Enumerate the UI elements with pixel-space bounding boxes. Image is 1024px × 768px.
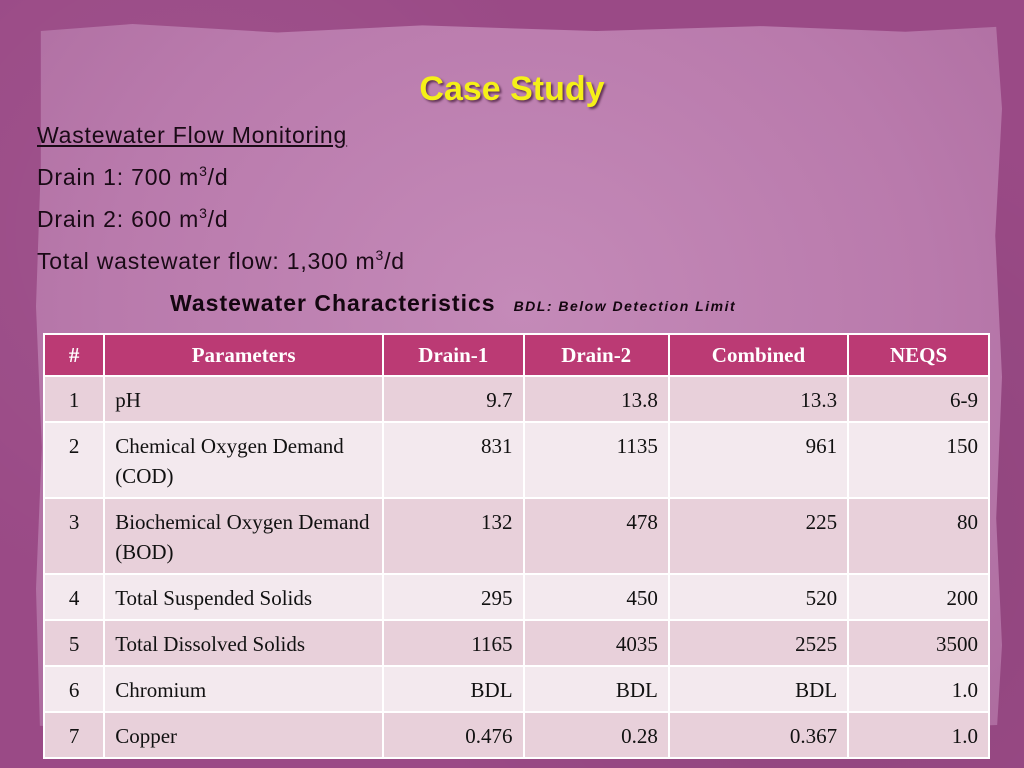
- cell-parameter: Chemical Oxygen Demand (COD): [104, 422, 383, 498]
- cell-drain-2: 0.28: [524, 712, 669, 758]
- cell-drain-1: 295: [383, 574, 523, 620]
- total-flow-text: Total wastewater flow: 1,300 m: [37, 248, 376, 274]
- slide-title: Case Study: [419, 70, 605, 108]
- cell-drain-2: 1135: [524, 422, 669, 498]
- cell-drain-2: 478: [524, 498, 669, 574]
- cell-index: 6: [44, 666, 104, 712]
- bdl-note: BDL: Below Detection Limit: [513, 298, 737, 314]
- characteristics-table: [43, 333, 990, 759]
- characteristics-heading-row: [170, 290, 736, 317]
- cell-index: 5: [44, 620, 104, 666]
- cell-parameter: Biochemical Oxygen Demand (BOD): [104, 498, 383, 574]
- cell-drain-2: BDL: [524, 666, 669, 712]
- cell-drain-1: 1165: [383, 620, 523, 666]
- cell-parameter: Total Dissolved Solids: [104, 620, 383, 666]
- table-row: [44, 666, 989, 712]
- table-row: [44, 498, 989, 574]
- drain1-line: [37, 160, 405, 202]
- cell-parameter: Total Suspended Solids: [104, 574, 383, 620]
- cell-drain-1: 0.476: [383, 712, 523, 758]
- table-row: [44, 712, 989, 758]
- cell-neqs: 80: [848, 498, 989, 574]
- cell-combined: 225: [669, 498, 848, 574]
- cell-parameter: Chromium: [104, 666, 383, 712]
- table-row: [44, 376, 989, 422]
- cell-neqs: 3500: [848, 620, 989, 666]
- drain2-text: Drain 2: 600 m: [37, 206, 200, 232]
- cell-combined: 2525: [669, 620, 848, 666]
- header-neqs: NEQS: [848, 334, 989, 376]
- drain2-exponent: 3: [199, 205, 208, 221]
- cell-combined: BDL: [669, 666, 848, 712]
- cell-combined: 0.367: [669, 712, 848, 758]
- cell-combined: 961: [669, 422, 848, 498]
- drain1-text: Drain 1: 700 m: [37, 164, 200, 190]
- cell-neqs: 6-9: [848, 376, 989, 422]
- cell-drain-1: 132: [383, 498, 523, 574]
- cell-neqs: 150: [848, 422, 989, 498]
- cell-index: 3: [44, 498, 104, 574]
- total-flow-exponent: 3: [375, 247, 385, 263]
- cell-drain-2: 450: [524, 574, 669, 620]
- header-parameters: Parameters: [104, 334, 383, 376]
- table-row: [44, 422, 989, 498]
- cell-combined: 520: [669, 574, 848, 620]
- cell-neqs: 1.0: [848, 712, 989, 758]
- cell-parameter: pH: [104, 376, 383, 422]
- characteristics-heading: Wastewater Characteristics: [170, 290, 496, 316]
- total-flow-unit: /d: [384, 248, 405, 274]
- flow-summary: [37, 118, 405, 286]
- cell-drain-1: 831: [383, 422, 523, 498]
- drain1-unit: /d: [207, 164, 229, 190]
- cell-drain-2: 4035: [524, 620, 669, 666]
- table-row: [44, 574, 989, 620]
- flow-heading: [37, 118, 405, 160]
- cell-index: 4: [44, 574, 104, 620]
- header-drain-2: Drain-2: [524, 334, 669, 376]
- drain2-unit: /d: [207, 206, 229, 232]
- total-flow-line: [37, 244, 405, 286]
- cell-parameter: Copper: [104, 712, 383, 758]
- cell-neqs: 1.0: [848, 666, 989, 712]
- drain2-line: [37, 202, 405, 244]
- cell-drain-2: 13.8: [524, 376, 669, 422]
- cell-drain-1: BDL: [383, 666, 523, 712]
- cell-drain-1: 9.7: [383, 376, 523, 422]
- cell-combined: 13.3: [669, 376, 848, 422]
- table-row: [44, 620, 989, 666]
- cell-index: 1: [44, 376, 104, 422]
- cell-index: 2: [44, 422, 104, 498]
- header-combined: Combined: [669, 334, 848, 376]
- cell-index: 7: [44, 712, 104, 758]
- table-header-row: [44, 334, 989, 376]
- drain1-exponent: 3: [199, 163, 208, 179]
- flow-heading-text: Wastewater Flow Monitoring: [37, 122, 348, 148]
- header-drain-1: Drain-1: [383, 334, 523, 376]
- header-index: #: [44, 334, 104, 376]
- cell-neqs: 200: [848, 574, 989, 620]
